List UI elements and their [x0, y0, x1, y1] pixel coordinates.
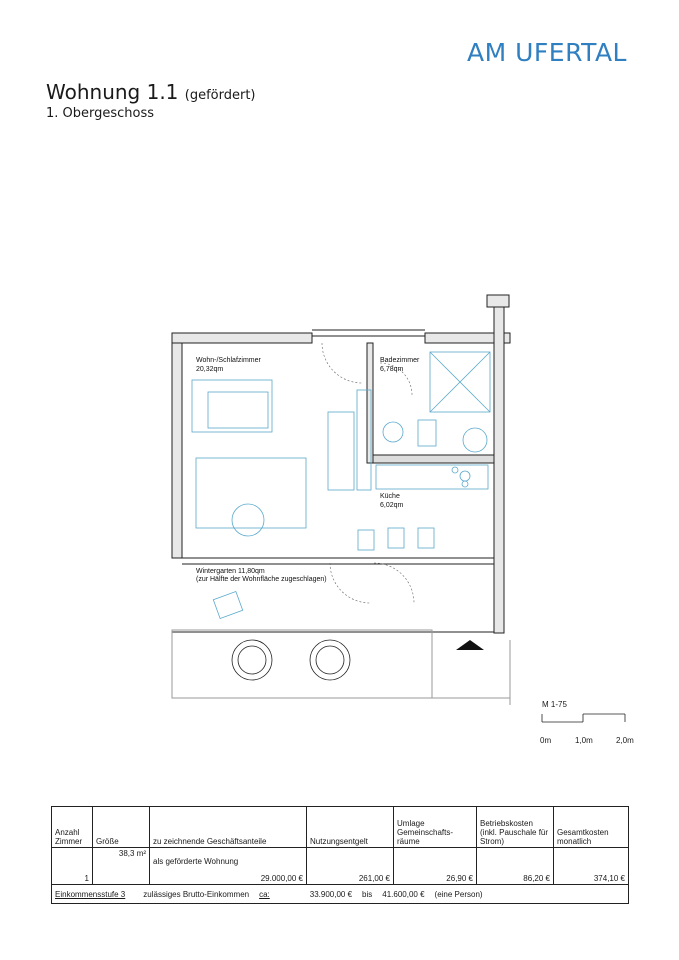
- entrance-marker: [456, 640, 484, 650]
- table-row: [52, 848, 629, 885]
- floor-subtitle: 1. Obergeschoss: [46, 106, 155, 121]
- sofa: [196, 458, 306, 528]
- sink: [463, 428, 487, 452]
- apartment-title-note: (gefördert): [184, 88, 256, 103]
- scale-tick-1: 1,0m: [575, 736, 593, 745]
- room-winter-note: (zur Hälfte der Wohnfläche zugeschlagen): [196, 576, 327, 583]
- room-winter-name: Wintergarten 11,80qm: [196, 568, 265, 575]
- room-bad-name: Badezimmer: [380, 357, 420, 364]
- header-zimmer: Anzahl Zimmer: [52, 807, 93, 848]
- table-header-row: [52, 807, 629, 848]
- cell-anteile-note: als geförderte Wohnung: [153, 857, 239, 866]
- cell-anteile-value: 29.000,00 €: [260, 874, 303, 883]
- wall-north-left: [172, 333, 312, 343]
- header-anteile: zu zeichnende Geschäftsanteile: [150, 807, 307, 848]
- scale-tick-0: 0m: [540, 736, 552, 745]
- income-bis: bis: [362, 889, 373, 899]
- scale-bar: [535, 700, 645, 750]
- bed: [192, 380, 272, 432]
- income-from: 33.900,00 €: [309, 889, 353, 899]
- header-umlage: Umlage Gemeinschafts-räume: [394, 807, 477, 848]
- income-ca: ca:: [259, 889, 270, 899]
- room-kueche-area: 6,02qm: [380, 502, 404, 509]
- wardrobe: [328, 412, 354, 490]
- header-betrieb: Betriebskosten (inkl. Pauschale für Strom): [477, 807, 554, 848]
- table-footer-row: [52, 885, 629, 904]
- apartment-title: Wohnung 1.1: [46, 80, 179, 104]
- wall-west: [172, 333, 182, 558]
- header-gesamt: Gesamtkosten monatlich: [554, 807, 629, 848]
- wall-east: [494, 305, 504, 633]
- wall-corner: [487, 295, 509, 307]
- income-note: (eine Person): [434, 889, 483, 899]
- cell-zimmer: 1: [52, 848, 93, 885]
- header-groesse: Größe: [93, 807, 150, 848]
- cost-table: [51, 806, 629, 904]
- cell-umlage: 26,90 €: [394, 848, 477, 885]
- cell-betrieb: 86,20 €: [477, 848, 554, 885]
- room-kueche-name: Küche: [380, 493, 400, 500]
- cell-groesse: 38,3 m²: [93, 848, 150, 885]
- cell-gesamt: 374,10 €: [554, 848, 629, 885]
- income-label: zulässiges Brutto-Einkommen: [143, 889, 250, 899]
- income-footer: [52, 885, 629, 904]
- toilet: [383, 422, 403, 442]
- table: [232, 504, 264, 536]
- cell-anteile: [150, 848, 307, 885]
- room-wohn-name: Wohn-/Schlafzimmer: [196, 357, 261, 364]
- wall-bath: [367, 343, 373, 463]
- room-bad-area: 6,78qm: [380, 366, 404, 373]
- cell-nutzung: 261,00 €: [307, 848, 394, 885]
- income-to: 41.600,00 €: [382, 889, 425, 899]
- header-nutzung: Nutzungsentgelt: [307, 807, 394, 848]
- income-level: Einkommensstufe 3: [55, 889, 126, 899]
- scale-label: M 1-75: [542, 700, 567, 709]
- room-wohn-area: 20,32qm: [196, 366, 224, 373]
- scale-tick-2: 2,0m: [616, 736, 634, 745]
- brand-title: AM UFERTAL: [466, 38, 627, 67]
